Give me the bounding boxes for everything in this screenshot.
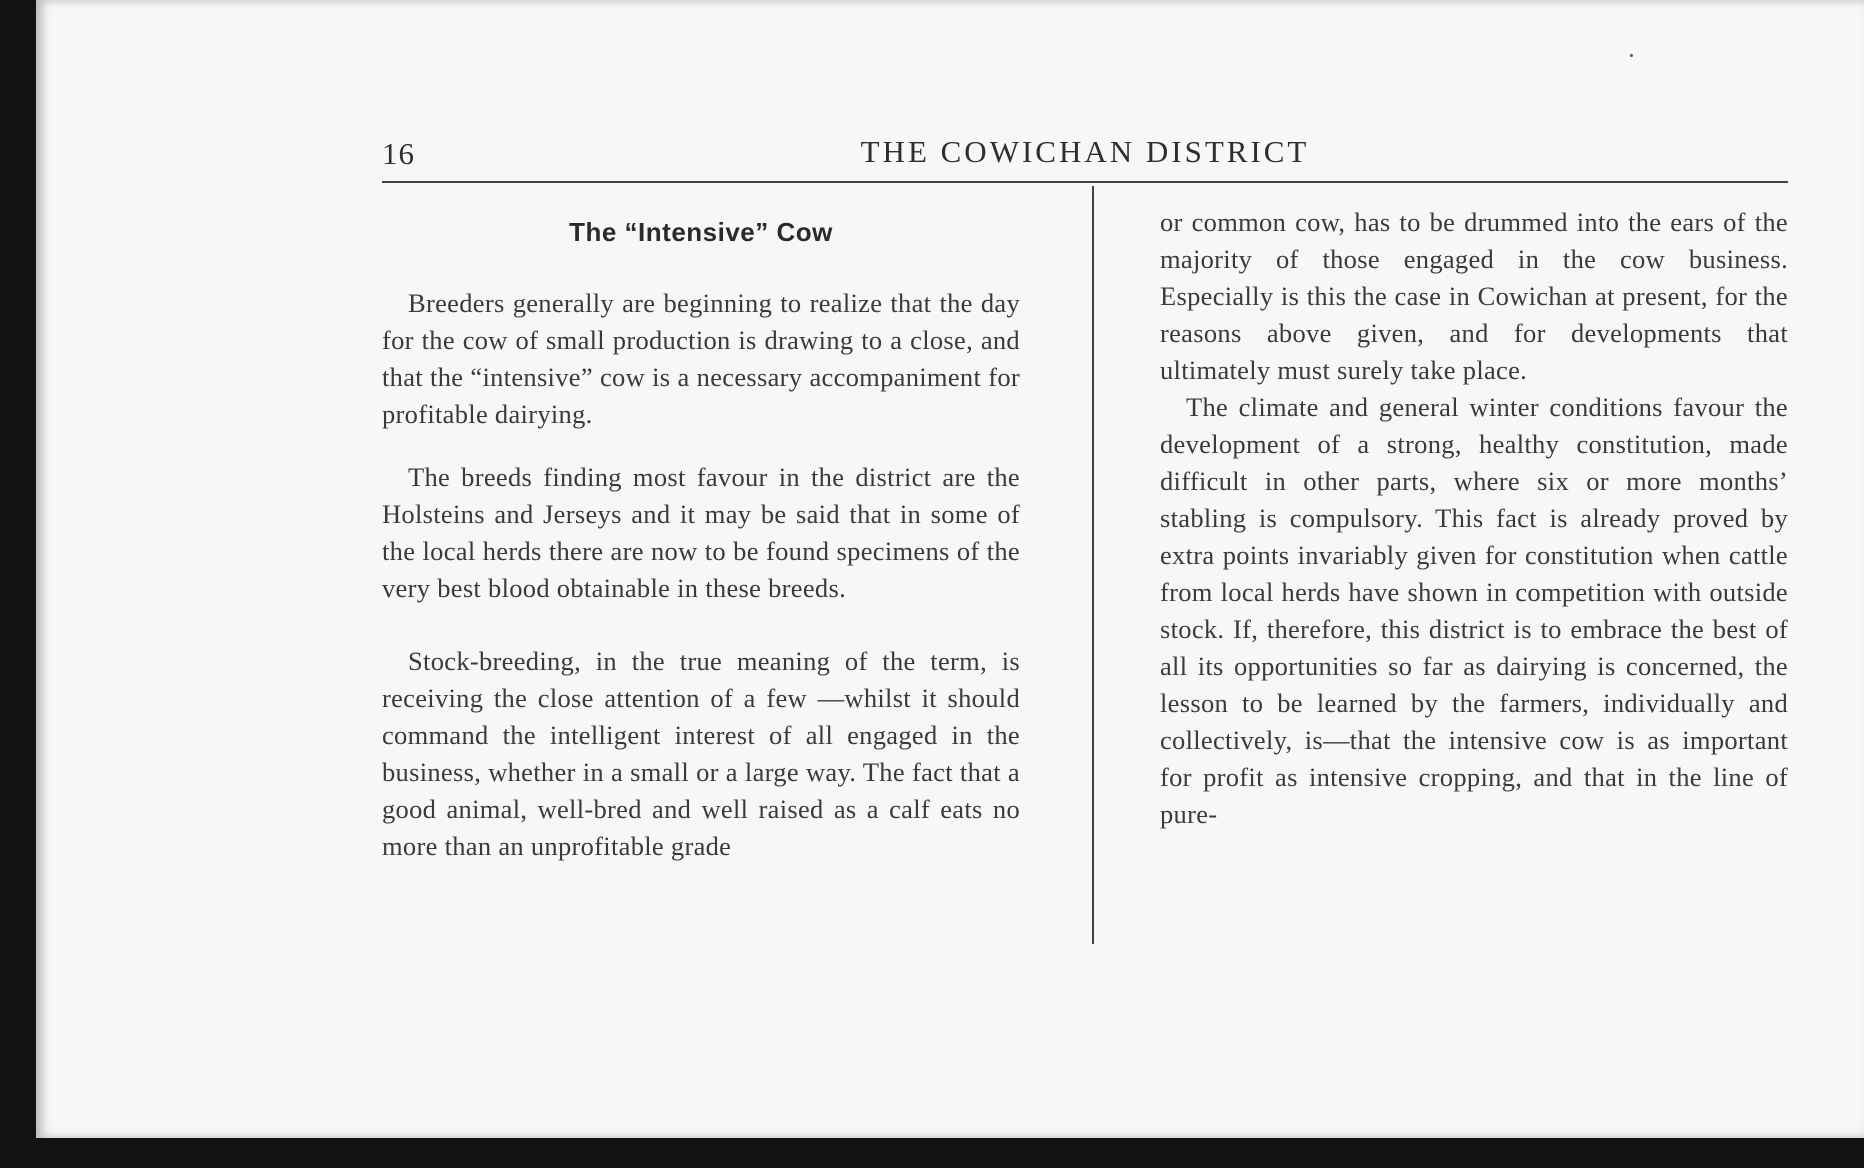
column-divider [1092,186,1094,944]
paragraph: The climate and general winter conditions favour the development of a strong, healthy constitution, made difficult in other parts, where six or more months’ stabling is compulsory. This fact is already proved by extra points invariably given for constitution when cattle from local herds have shown in competition with outside stock. If, therefore, this district is to embrace the best of all its opportunities so far as dairying is concerned, the lesson to be learned by the farmers, individually and collectively, is—that the intensive cow is as important for profit as intensive cropping, and that in the line of pure- [1160,392,1788,829]
running-title: THE COWICHAN DISTRICT [860,134,1310,169]
right-column [1160,204,1788,833]
paragraph: Breeders generally are beginning to realize that the day for the cow of small production is drawing to a close, and that the “intensive” cow is a necessary accompaniment for profitable dairying. [382,288,1020,429]
paragraph-continued: or common cow, has to be drummed into the ears of the majority of those engaged in the cow business. Especially is this the case in Cowichan at present, for the reasons above given, and for developments that ultimately must surely take place. [1160,207,1788,385]
left-column [382,214,1020,865]
dust-speck [1630,54,1633,57]
page-number: 16 [382,136,415,171]
section-heading: The “Intensive” Cow [569,217,833,247]
page-header [382,128,1788,184]
header-rule [382,181,1788,183]
paragraph: The breeds finding most favour in the district are the Holsteins and Jerseys and it may be said that in some of the local herds there are now to be found specimens of the very best blood obtainable in these breeds. [382,462,1020,603]
paragraph: Stock-breeding, in the true meaning of the term, is receiving the close attention of a few —whilst it should command the intelligent interest of all engaged in the business, whether in a small or a large way. The fact that a good animal, well-bred and well raised as a calf eats no more than an unprofitable grade [382,646,1020,861]
